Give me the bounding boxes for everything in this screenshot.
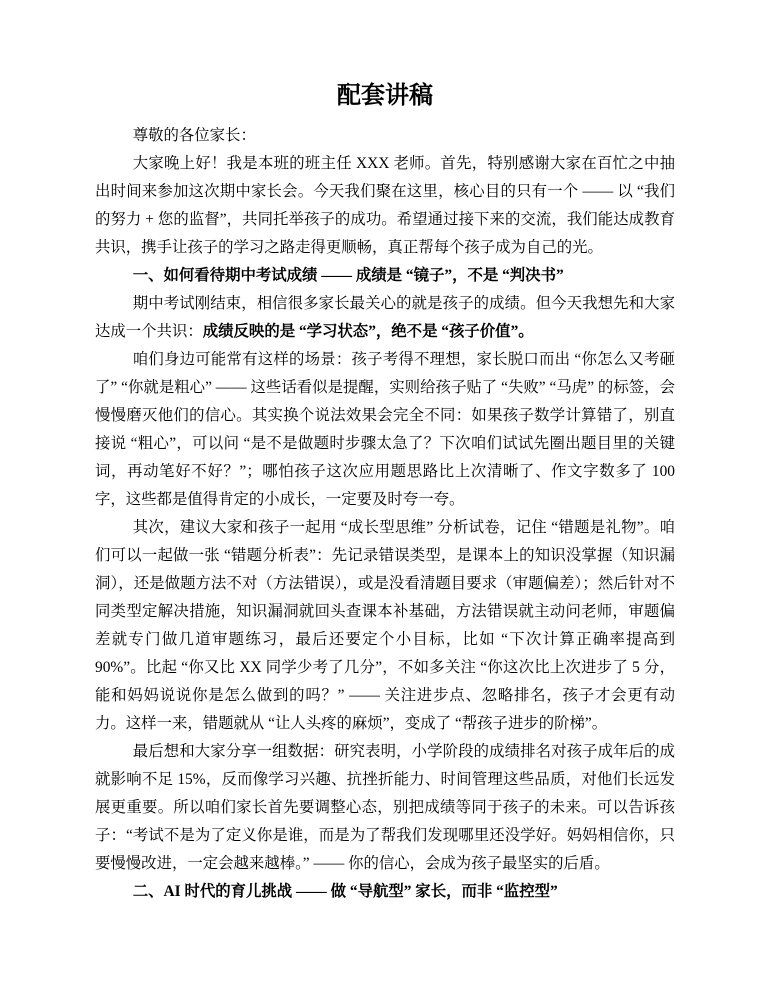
paragraph-run: 最后想和大家分享一组数据：研究表明，小学阶段的成绩排名对孩子成年后的成就影响不足 15%，反而像学习兴趣、抗挫折能力、时间管理这些品质，对他们长远发展更重要。所以咱们家长首先要调整心态，别把成绩等同于孩子的未来。可以告诉孩子：“考试不是为了定义你是谁，而是为了帮我们发现哪里还没学好。妈妈相信你，只要慢慢改进，一定会越来越棒。” —— 你的信心，会成为孩子最坚实的后盾。 — [95, 743, 675, 872]
section-heading — [95, 262, 675, 290]
paragraph-run: 咱们身边可能常有这样的场景：孩子考得不理想，家长脱口而出 “你怎么又考砸了” “你就是粗心” —— 这些话看似是提醒，实则给孩子贴了 “失败” “马虎” 的标签，会慢慢磨灭他们的信心。其实换个说法效果会完全不同：如果孩子数学计算错了，别直接说 “粗心”，可以问 “是不是做题时步骤太急了？下次咱们试试先圈出题目里的关键词，再动笔好不好？”；哪怕孩子这次应用题思路比上次清晰了、作文字数多了 100 字，这些都是值得肯定的小成长，一定要及时夸一夸。 — [95, 351, 675, 508]
paragraph-run: 成绩反映的是 “学习状态”，绝不是 “孩子价值”。 — [202, 323, 534, 340]
paragraph-run: 大家晚上好！我是本班的班主任 XXX 老师。首先，特别感谢大家在百忙之中抽出时间来参加这次期中家长会。今天我们聚在这里，核心目的只有一个 —— 以 “我们的努力 + 您的监督”，共同托举孩子的成功。希望通过接下来的交流，我们能达成教育共识，携手让孩子的学习之路走得更顺畅，真正帮每个孩子成为自己的光。 — [95, 155, 675, 256]
paragraph — [95, 738, 675, 878]
paragraph — [95, 290, 675, 346]
paragraph-run: 其次，建议大家和孩子一起用 “成长型思维” 分析试卷，记住 “错题是礼物”。咱们可以一起做一张 “错题分析表”：先记录错误类型，是课本上的知识没掌握（知识漏洞），还是做题方法不对（方法错误），或是没看清题目要求（审题偏差）；然后针对不同类型定解决措施，知识漏洞就回头查课本补基础，方法错误就主动问老师，审题偏差就专门做几道审题练习，最后还要定个小目标，比如 “下次计算正确率提高到 90%”。比起 “你又比 XX 同学少考了几分”，不如多关注 “你这次比上次进步了 5 分，能和妈妈说说你是怎么做到的吗？” —— 关注进步点、忽略排名，孩子才会更有动力。这样一来，错题就从 “让人头疼的麻烦”，变成了 “帮孩子进步的阶梯”。 — [95, 519, 675, 732]
paragraph-run: 期中考试刚结束，相信很多家长最关心的就是孩子的成绩。但今天我想先和大家达成一个共识： — [95, 295, 675, 340]
paragraph — [95, 514, 675, 738]
paragraph — [95, 346, 675, 514]
section-heading — [95, 878, 675, 906]
paragraph-run: 尊敬的各位家长： — [132, 127, 256, 144]
document-body — [95, 122, 675, 906]
paragraph-run: 一、如何看待期中考试成绩 —— 成绩是 “镜子”，不是 “判决书” — [132, 267, 564, 284]
paragraph — [95, 150, 675, 262]
paragraph — [95, 122, 675, 150]
paragraph-run: 二、AI 时代的育儿挑战 —— 做 “导航型” 家长，而非 “监控型” — [132, 883, 558, 900]
document-title: 配套讲稿 — [337, 83, 433, 109]
